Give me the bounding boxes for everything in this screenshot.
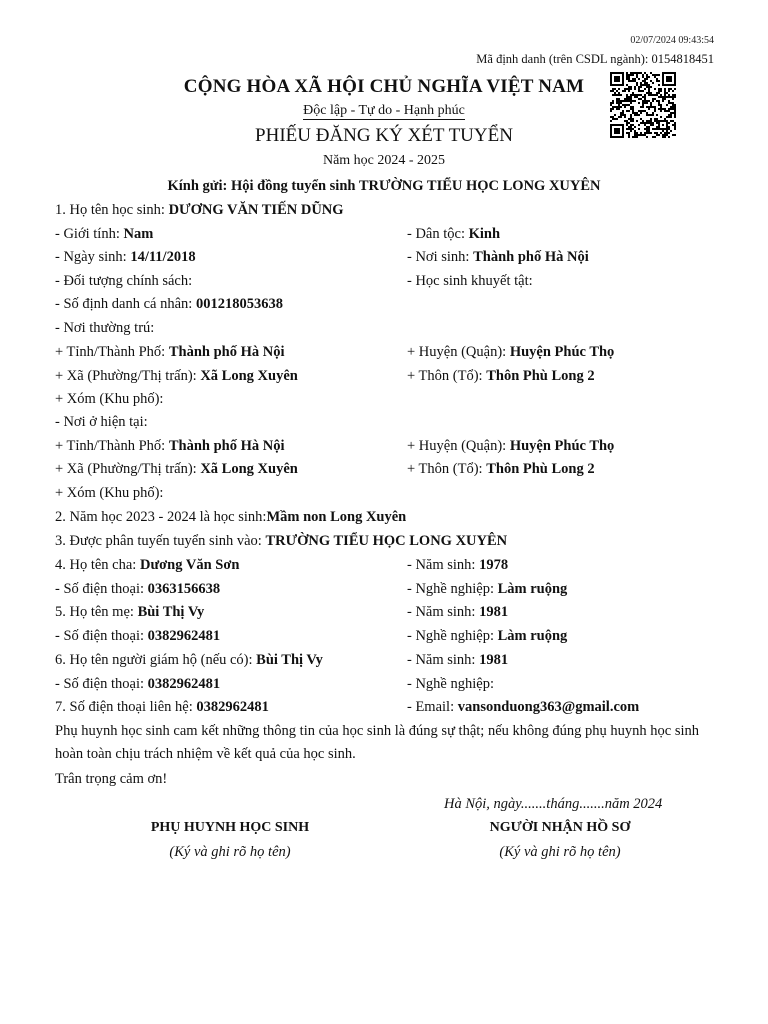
- previous-school-value: Mầm non Long Xuyên: [266, 509, 407, 525]
- contact-phone-row: [55, 697, 269, 717]
- mother-name-row: [55, 602, 204, 622]
- thanks-line: Trân trọng cảm ơn!: [55, 771, 168, 787]
- mother-job-value: Làm ruộng: [497, 628, 568, 644]
- current-province-value: Thành phố Hà Nội: [168, 438, 285, 454]
- permanent-province-value: Thành phố Hà Nội: [168, 344, 285, 360]
- guardian-birth-value: 1981: [479, 652, 509, 668]
- student-name: DƯƠNG VĂN TIẾN DŨNG: [168, 202, 344, 218]
- current-village-value: Thôn Phù Long 2: [486, 461, 595, 477]
- father-job-value: Làm ruộng: [497, 581, 568, 597]
- mother-birth-value: 1981: [479, 604, 509, 620]
- mother-phone-value: 0382962481: [147, 628, 221, 644]
- gender-label: - Giới tính:: [55, 226, 124, 242]
- mother-birth-row: [407, 602, 508, 622]
- timestamp: 02/07/2024 09:43:54: [630, 35, 714, 46]
- permanent-province-label: + Tỉnh/Thành Phố:: [55, 344, 169, 360]
- permanent-village-value: Thôn Phù Long 2: [486, 368, 595, 384]
- dob-row: [55, 247, 196, 267]
- assigned-school-value: TRƯỜNG TIỂU HỌC LONG XUYÊN: [265, 533, 508, 549]
- receiver-signature-title: NGƯỜI NHẬN HỒ SƠ: [489, 820, 631, 835]
- contact-email-label: - Email:: [407, 699, 458, 715]
- current-village-label: + Thôn (Tổ):: [407, 461, 487, 477]
- permanent-village-row: [407, 366, 595, 386]
- form-title: PHIẾU ĐĂNG KÝ XÉT TUYỂN: [255, 125, 513, 146]
- current-village-row: [407, 459, 595, 479]
- mother-job-label: - Nghề nghiệp:: [407, 628, 498, 644]
- ethnicity-value: Kinh: [468, 226, 501, 242]
- current-commune-row: [55, 459, 298, 479]
- father-name-row: [55, 555, 239, 575]
- gender-value: Nam: [123, 226, 154, 242]
- permanent-district-row: [407, 342, 614, 362]
- school-year: Năm học 2024 - 2025: [322, 153, 446, 168]
- mother-birth-label: - Năm sinh:: [407, 604, 480, 620]
- current-commune-value: Xã Long Xuyên: [200, 461, 298, 477]
- motto: [0, 103, 768, 119]
- parent-signature-title: PHỤ HUYNH HỌC SINH: [150, 820, 310, 835]
- contact-phone-label: 7. Số điện thoại liên hệ:: [55, 699, 197, 715]
- father-phone-value: 0363156638: [147, 581, 221, 597]
- permanent-commune-row: [55, 366, 298, 386]
- mother-name-value: Bùi Thị Vy: [137, 604, 205, 620]
- motto-text: Độc lập - Tự do - Hạnh phúc: [303, 103, 465, 118]
- current-province-row: [55, 436, 285, 456]
- personal-id-value: 001218053638: [195, 296, 283, 312]
- recipient-line: Kính gửi: Hội đồng tuyển sinh TRƯỜNG TIỂU HỌC LONG XUYÊN: [167, 178, 601, 194]
- guardian-job-row: - Nghề nghiệp:: [407, 676, 494, 692]
- father-name-value: Dương Văn Sơn: [139, 557, 240, 573]
- current-district-row: [407, 436, 614, 456]
- father-phone-label: - Số điện thoại:: [55, 581, 148, 597]
- student-name-label: 1. Họ tên học sinh:: [55, 202, 169, 218]
- current-district-value: Huyện Phúc Thọ: [509, 438, 615, 454]
- commitment-paragraph: Phụ huynh học sinh cam kết những thông tin của học sinh là đúng sự thật; nếu không đúng phụ huynh học sinh hoàn toàn chịu trách nhiệm về kết quả của học sinh.: [55, 723, 699, 762]
- dob-value: 14/11/2018: [130, 249, 196, 265]
- guardian-phone-row: [55, 674, 220, 694]
- permanent-district-value: Huyện Phúc Thọ: [509, 344, 615, 360]
- mother-phone-label: - Số điện thoại:: [55, 628, 148, 644]
- permanent-heading: - Nơi thường trú:: [55, 320, 155, 336]
- father-name-label: 4. Họ tên cha:: [55, 557, 140, 573]
- father-birth-label: - Năm sinh:: [407, 557, 480, 573]
- contact-email-row: [407, 697, 639, 717]
- current-hamlet-row: + Xóm (Khu phố):: [55, 485, 164, 501]
- permanent-province-row: [55, 342, 285, 362]
- guardian-name-row: [55, 650, 323, 670]
- personal-id-row: [55, 294, 283, 314]
- disabled-row: - Học sinh khuyết tật:: [407, 273, 533, 289]
- father-job-row: [407, 579, 567, 599]
- contact-email-value: vansonduong363@gmail.com: [457, 699, 640, 715]
- nation-heading: CỘNG HÒA XÃ HỘI CHỦ NGHĨA VIỆT NAM: [183, 76, 585, 97]
- mother-phone-row: [55, 626, 220, 646]
- permanent-district-label: + Huyện (Quận):: [407, 344, 510, 360]
- contact-phone-value: 0382962481: [196, 699, 269, 715]
- guardian-phone-label: - Số điện thoại:: [55, 676, 148, 692]
- father-job-label: - Nghề nghiệp:: [407, 581, 498, 597]
- current-commune-label: + Xã (Phường/Thị trấn):: [55, 461, 201, 477]
- permanent-hamlet-row: + Xóm (Khu phố):: [55, 391, 164, 407]
- assigned-school-label: 3. Được phân tuyến tuyển sinh vào:: [55, 533, 266, 549]
- date-line: Hà Nội, ngày.......tháng.......năm 2024: [444, 796, 663, 812]
- permanent-commune-label: + Xã (Phường/Thị trấn):: [55, 368, 201, 384]
- father-birth-row: [407, 555, 508, 575]
- ethnicity-label: - Dân tộc:: [407, 226, 469, 242]
- permanent-commune-value: Xã Long Xuyên: [200, 368, 298, 384]
- guardian-phone-value: 0382962481: [147, 676, 221, 692]
- guardian-birth-row: [407, 650, 508, 670]
- mother-name-label: 5. Họ tên mẹ:: [55, 604, 138, 620]
- mother-job-row: [407, 626, 567, 646]
- gender-row: [55, 224, 153, 244]
- father-birth-value: 1978: [479, 557, 509, 573]
- guardian-name-value: Bùi Thị Vy: [256, 652, 323, 668]
- birthplace-row: [407, 247, 589, 267]
- ethnicity-row: [407, 224, 500, 244]
- receiver-signature-note: (Ký và ghi rõ họ tên): [499, 844, 621, 860]
- guardian-birth-label: - Năm sinh:: [407, 652, 480, 668]
- student-name-row: [55, 200, 344, 220]
- identifier-code: Mã định danh (trên CSDL ngành): 0154818451: [476, 52, 714, 66]
- policy-row: - Đối tượng chính sách:: [55, 273, 193, 289]
- assigned-school-row: [55, 531, 507, 551]
- dob-label: - Ngày sinh:: [55, 249, 131, 265]
- previous-school-row: [55, 507, 406, 527]
- guardian-name-label: 6. Họ tên người giám hộ (nếu có):: [55, 652, 257, 668]
- current-district-label: + Huyện (Quận):: [407, 438, 510, 454]
- previous-school-label: 2. Năm học 2023 - 2024 là học sinh:: [55, 509, 267, 525]
- current-heading: - Nơi ở hiện tại:: [55, 414, 148, 430]
- permanent-village-label: + Thôn (Tổ):: [407, 368, 487, 384]
- parent-signature-note: (Ký và ghi rõ họ tên): [169, 844, 291, 860]
- birthplace-label: - Nơi sinh:: [407, 249, 474, 265]
- current-province-label: + Tỉnh/Thành Phố:: [55, 438, 169, 454]
- father-phone-row: [55, 579, 220, 599]
- personal-id-label: - Số định danh cá nhân:: [55, 296, 196, 312]
- birthplace-value: Thành phố Hà Nội: [473, 249, 589, 265]
